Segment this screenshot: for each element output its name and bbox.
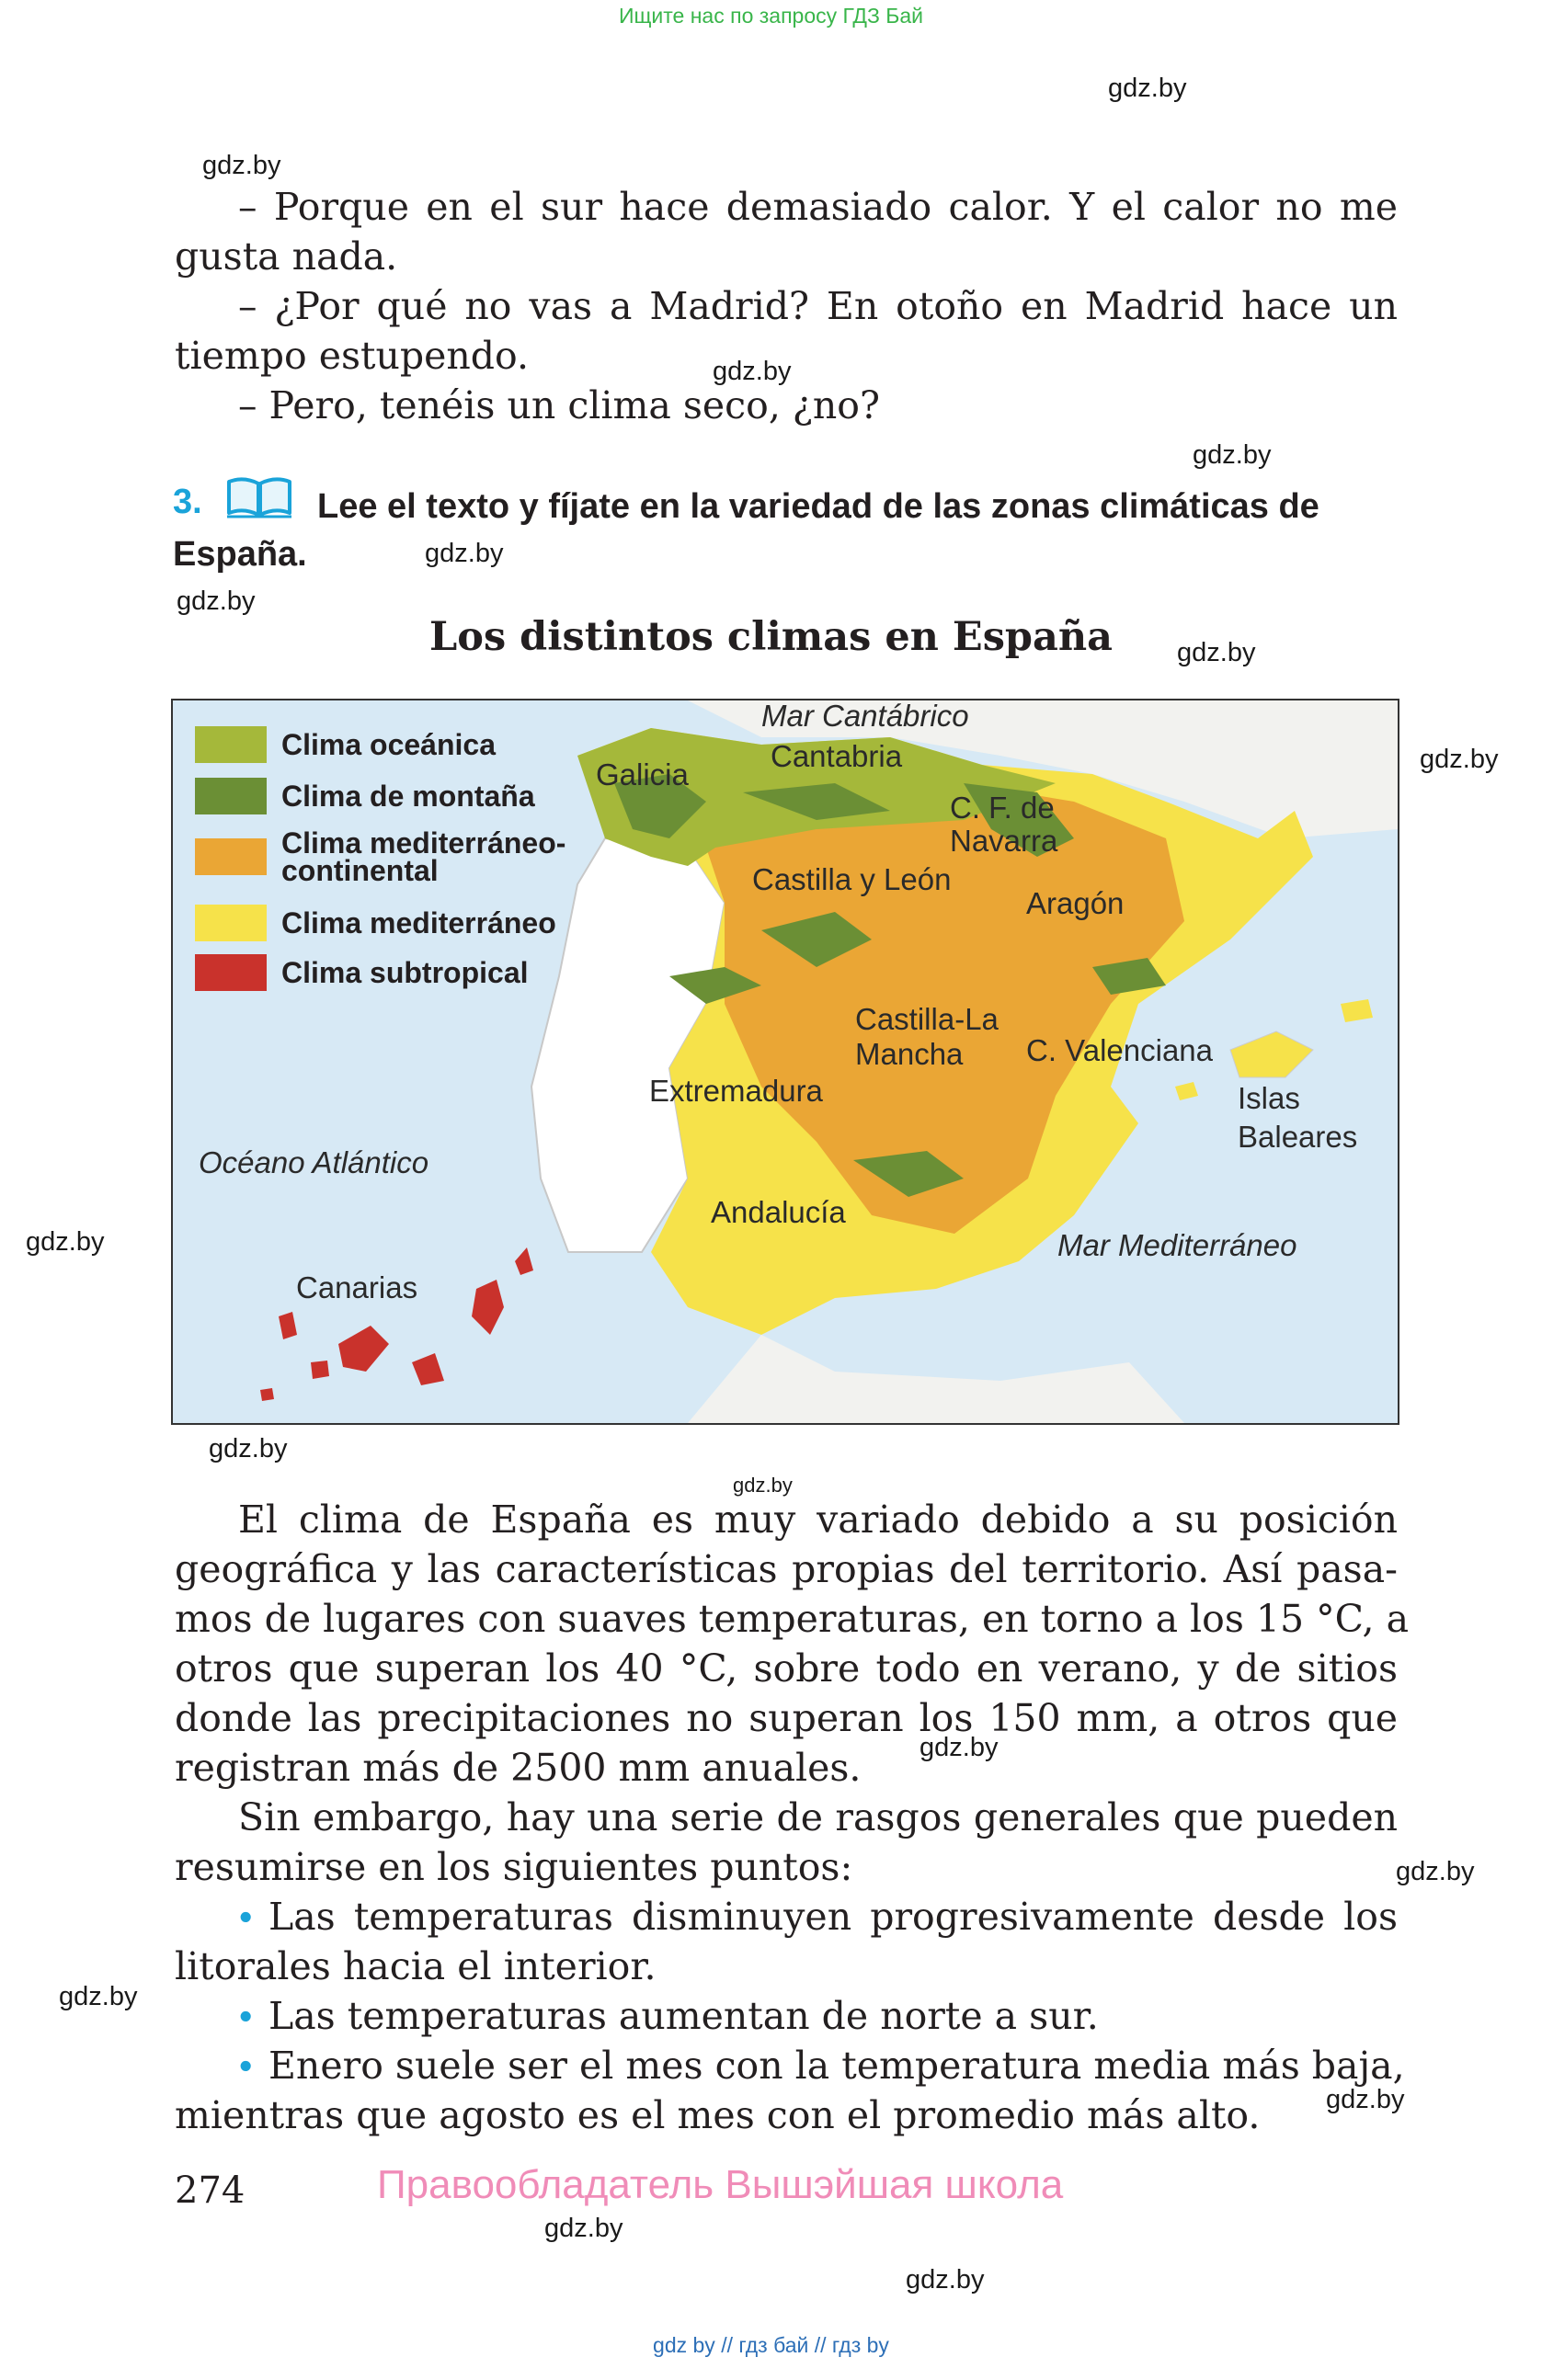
watermark: gdz.by [1396,1857,1475,1886]
body-line: El clima de España es muy variado debido a su posición [238,1497,1398,1542]
legend-swatch [195,838,267,875]
watermark: gdz.by [906,2265,985,2295]
exercise-instruction: Lee el texto y fíjate en la variedad de las zonas climáticas de [317,487,1319,526]
body-line: geográfica y las características propias del territorio. Así pasa- [175,1547,1398,1591]
page-number: 274 [175,2169,246,2212]
copyright-notice: Правообладатель Вышэйшая школа [377,2162,1064,2207]
legend-label [281,826,566,887]
label-navarra: Navarra [950,824,1058,858]
label-galicia: Galicia [596,757,689,791]
legend-label: Clima mediterráneo [281,906,556,939]
watermark: gdz.by [713,357,792,386]
watermark: gdz.by [425,539,504,568]
dialogue-line: gusta nada. [175,234,398,279]
bullet-marker: • [239,2044,253,2087]
body-line: Sin embargo, hay una serie de rasgos generales que pueden [238,1795,1398,1839]
legend-label-line: continental [281,854,439,887]
section-title: Los distintos climas en España [429,614,1113,660]
body-line: mos de lugares con suaves temperaturas, en torno a los 15 °C, a [175,1597,1410,1641]
dialogue-line: – Pero, tenéis un clima seco, ¿no? [238,383,880,427]
climate-map [171,699,1399,1425]
dialogue-line: – ¿Por qué no vas a Madrid? En otoño en Madrid hace un [238,284,1398,328]
bullet-marker: • [239,1896,253,1938]
label-canarias: Canarias [296,1270,418,1304]
watermark: gdz.by [26,1227,105,1257]
bottom-banner: gdz by // гдз бай // гдз by [653,2333,889,2357]
body-line: otros que superan los 40 °C, sobre todo en verano, y de sitios [175,1646,1398,1691]
body-line: registran más de 2500 mm anuales. [175,1746,862,1790]
legend-label: Clima subtropical [281,956,529,989]
watermark: gdz.by [202,151,281,180]
dialogue-line: – Porque en el sur hace demasiado calor. Y el calor no me [238,185,1398,229]
legend-swatch [195,726,267,763]
watermark: gdz.by [919,1733,999,1762]
bullet-marker: • [239,1995,253,2037]
bullet-text: Las temperaturas disminuyen progresivamente desde los [268,1895,1398,1939]
watermark: gdz.by [733,1474,793,1497]
legend-item-med-continental [195,826,566,887]
label-navarra: C. F. de [950,791,1055,825]
label-mediterraneo: Mar Mediterráneo [1057,1228,1297,1262]
bullet-text: Las temperaturas aumentan de norte a sur. [268,1994,1099,2038]
bullet-text: Enero suele ser el mes con la temperatura media más baja, [268,2044,1405,2088]
watermark: gdz.by [1420,745,1499,774]
watermark: gdz.by [59,1982,138,2011]
legend-item-mediterranean [195,905,556,941]
bullet-text: litorales hacia el interior. [175,1944,657,1988]
label-aragon: Aragón [1026,886,1125,920]
watermark: gdz.by [209,1434,288,1463]
legend-swatch [195,954,267,991]
label-baleares: Islas [1238,1081,1300,1115]
label-andalucia: Andalucía [711,1195,846,1229]
legend-item-subtropical [195,954,529,991]
open-book-icon [225,474,293,518]
body-line: resumirse en los siguientes puntos: [175,1845,853,1889]
label-castilla-mancha: Castilla-La [855,1002,999,1036]
legend-item-oceanic [195,726,496,763]
watermark: gdz.by [1177,638,1256,667]
label-atlantico: Océano Atlántico [199,1145,429,1179]
legend-swatch [195,905,267,941]
body-line: donde las precipitaciones no superan los 150 mm, a otros que [175,1696,1398,1740]
label-valenciana: C. Valenciana [1026,1033,1214,1067]
label-castilla-mancha: Mancha [855,1037,964,1071]
bullet-text: mientras que agosto es el mes con el promedio más alto. [175,2093,1261,2137]
legend-label: Clima de montaña [281,780,535,813]
watermark: gdz.by [544,2214,623,2243]
label-extremadura: Extremadura [649,1074,823,1108]
exercise-instruction-cont: España. [173,535,307,574]
legend-label: Clima oceánica [281,728,496,761]
label-baleares: Baleares [1238,1120,1358,1154]
label-cantabria: Cantabria [771,739,903,773]
top-banner: Ищите нас по запросу ГДЗ Бай [618,4,924,28]
watermark: gdz.by [1108,74,1187,103]
watermark: gdz.by [177,586,256,616]
watermark: gdz.by [1193,440,1272,470]
legend-label-line: Clima mediterráneo- [281,826,566,860]
watermark: gdz.by [1326,2085,1405,2114]
dialogue-line: tiempo estupendo. [175,334,530,378]
exercise-number: 3. [173,483,202,521]
label-castilla-leon: Castilla y León [752,862,952,896]
legend-swatch [195,778,267,814]
legend-item-mountain [195,778,535,814]
label-cantabrico: Mar Cantábrico [761,699,969,733]
